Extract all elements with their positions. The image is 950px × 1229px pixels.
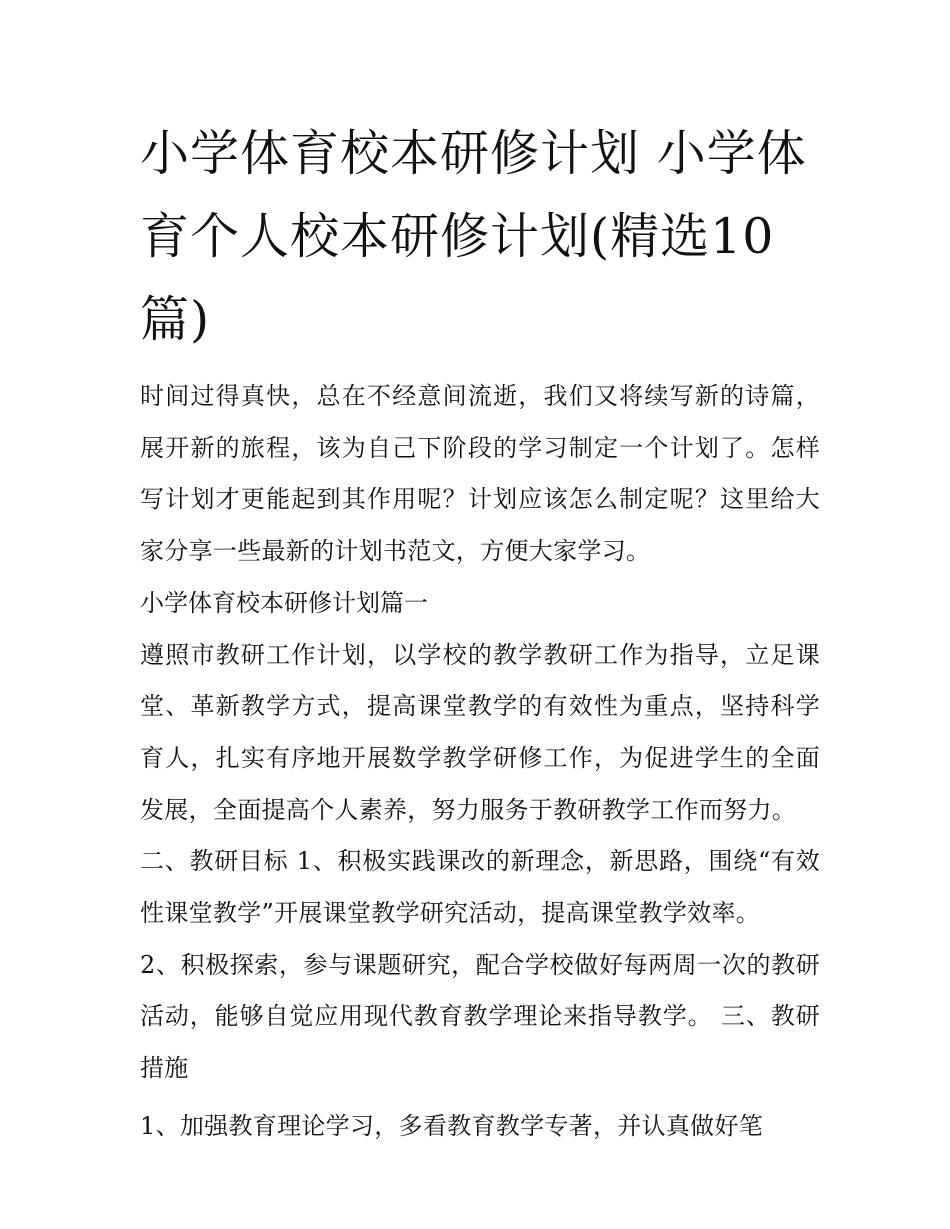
body-paragraph-4: 1、加强教育理论学习，多看教育教学专著，并认真做好笔	[140, 1111, 764, 1140]
body-paragraph-2: 二、教研目标 1、积极实践课改的新理念，新思路，围绕“有效性课堂教学”开展课堂教学研究活动，提高课堂教学效率。	[140, 847, 820, 928]
document-page	[140, 112, 820, 1153]
document-title: 小学体育校本研修计划 小学体育个人校本研修计划(精选10篇)	[140, 125, 807, 348]
body-paragraph-1: 遵照市教研工作计划，以学校的教学教研工作为指导，立足课堂、革新教学方式，提高课堂教学的有效性为重点，坚持科学育人，扎实有序地开展数学教学研修工作，为促进学生的全面发展，全面提高个人素养，努力服务于教研教学工作而努力。	[140, 640, 820, 824]
body-paragraph-3: 2、积极探索，参与课题研究，配合学校做好每两周一次的教研活动，能够自觉应用现代教育教学理论来指导教学。 三、教研措施	[140, 950, 820, 1083]
intro-paragraph: 时间过得真快，总在不经意间流逝，我们又将续写新的诗篇，展开新的旅程，该为自己下阶段的学习制定一个计划了。怎样写计划才更能起到其作用呢？计划应该怎么制定呢？这里给大家分享一些最新的计划书范文，方便大家学习。	[140, 382, 820, 566]
document-body	[140, 371, 820, 1153]
section-heading: 小学体育校本研修计划篇一	[140, 588, 428, 617]
